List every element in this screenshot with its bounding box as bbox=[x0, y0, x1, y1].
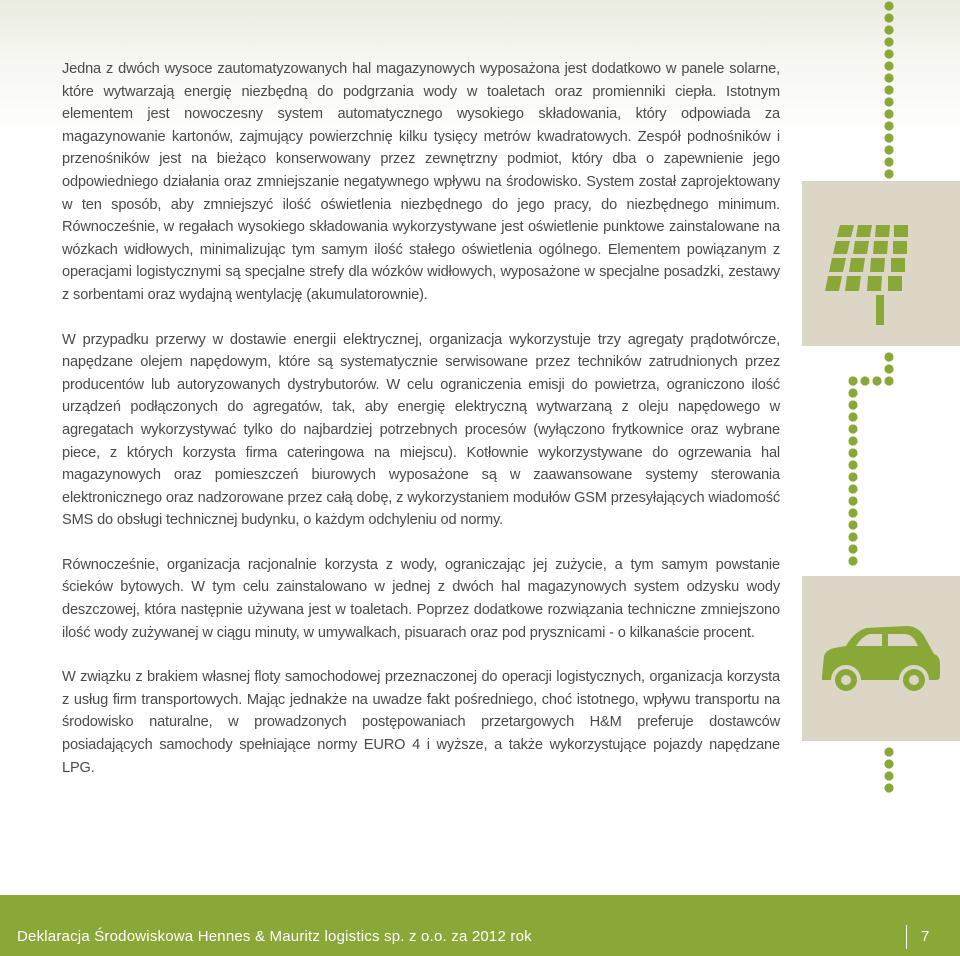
decorative-dot bbox=[848, 544, 857, 553]
footer-bar bbox=[0, 895, 960, 956]
decorative-dot bbox=[884, 85, 893, 94]
decorative-dot bbox=[884, 109, 893, 118]
decorative-dot bbox=[848, 376, 857, 385]
decorative-dot bbox=[884, 376, 893, 385]
decorative-dot bbox=[860, 376, 869, 385]
solar-panel-icon bbox=[802, 181, 960, 346]
decorative-dot bbox=[884, 157, 893, 166]
decorative-dot bbox=[848, 448, 857, 457]
decorative-dot bbox=[884, 37, 893, 46]
decorative-dot bbox=[848, 424, 857, 433]
decorative-dot bbox=[884, 783, 893, 792]
decorative-dot bbox=[848, 460, 857, 469]
paragraph-energy-heating: W przypadku przerwy w dostawie energii elektrycznej, organizacja wykorzystuje trzy agregaty prądotwórcze, napędzane olejem napędowym, które są systematycznie serwisowane przez techników zatrudnionych przez producentów lub autoryzowanych dystrybutorów. W celu ograniczenia emisji do powietrza, ograniczono ilość urządzeń podłączonych do agregatów, tak, aby energię elektryczną wytwarzaną z oleju napędowego w agregatach wykorzystywać tylko do najbardziej potrzebnych procesów (wyłączono frytkownice oraz wybrane piece, z których korzysta firma cateringowa na miejscu). Kotłownie wykorzystywane do ogrzewania hal magazynowych oraz pomieszczeń biurowych wyposażone są w zaawansowane systemy sterowania elektronicznego oraz nadzorowane przez całą dobę, z wykorzystaniem modułów GSM przesyłających wiadomość SMS do obsługi technicznej budynku, o każdym odchyleniu od normy. bbox=[62, 331, 780, 529]
decorative-dot bbox=[884, 364, 893, 373]
decorative-dot bbox=[848, 496, 857, 505]
decorative-dot bbox=[884, 49, 893, 58]
decorative-dot bbox=[848, 412, 857, 421]
main-text bbox=[62, 58, 780, 801]
decorative-dot bbox=[884, 133, 893, 142]
decorative-dot bbox=[848, 556, 857, 565]
decorative-dot bbox=[884, 1, 893, 10]
decorative-dot bbox=[884, 759, 893, 768]
decorative-dot bbox=[884, 121, 893, 130]
paragraph-solar-storage: Jedna z dwóch wysoce zautomatyzowanych hal magazynowych wyposażona jest dodatkowo w panele solarne, które wytwarzają energię niezbędną do podgrzania wody w toaletach oraz promienniki ciepła. Istotnym elementem jest nowoczesny system automatycznego wysokiego składowania, który odpowiada za magazynowanie kartonów, zajmujący powierzchnię kilku tysięcy metrów kwadratowych. Zespół podnośników i przenośników jest na bieżąco konserwowany przez zewnętrzny podmiot, który dba o zapewnienie jego odpowiedniego działania oraz zmniejszanie negatywnego wpływu na środowisko. System został zaprojektowany w ten sposób, aby zmniejszyć ilość oświetlenia niezbędnego do jego pracy, do niezbędnego minimum. Równocześnie, w regałach wysokiego składowania wykorzystywane jest oświetlenie punktowe zainstalowane na wózkach widłowych, minimalizując tym samym ilość stałego oświetlenia ogólnego. Elementem powiązanym z operacjami logistycznymi są specjalne strefy dla wózków widłowych, wyposażone w specjalne posadzki, zestawy z sorbentami oraz wydajną wentylację (akumulatorownie). bbox=[62, 61, 780, 303]
car-tile bbox=[802, 576, 960, 741]
decorative-dot bbox=[848, 400, 857, 409]
page-number: 7 bbox=[921, 928, 930, 945]
decorative-dot bbox=[884, 747, 893, 756]
decorative-dot bbox=[848, 388, 857, 397]
decorative-dot bbox=[884, 13, 893, 22]
decorative-dot bbox=[884, 145, 893, 154]
footer-divider bbox=[906, 925, 907, 949]
decorative-dot bbox=[848, 532, 857, 541]
solar-panel-tile bbox=[802, 181, 960, 346]
car-icon bbox=[802, 576, 960, 741]
decorative-dot bbox=[848, 520, 857, 529]
decorative-dot bbox=[884, 61, 893, 70]
paragraph-transport: W związku z brakiem własnej floty samochodowej przeznaczonej do operacji logistycznych, organizacja korzysta z usług firm transportowych. Mając jednakże na uwadze fakt pośredniego, choć istotnego, wpływu transportu na środowisko naturalne, w prowadzonych postępowaniach przetargowych H&M preferuje dostawców posiadających samochody spełniające normy EURO 4 i wyższe, a także wykorzystujące pojazdy napędzane LPG. bbox=[62, 669, 780, 776]
decorative-dot bbox=[884, 771, 893, 780]
decorative-dot bbox=[884, 97, 893, 106]
decorative-dot bbox=[848, 508, 857, 517]
decorative-dot bbox=[884, 352, 893, 361]
decorative-dot bbox=[848, 472, 857, 481]
decorative-dot bbox=[884, 169, 893, 178]
decorative-dot bbox=[884, 73, 893, 82]
decorative-dot bbox=[884, 25, 893, 34]
decorative-dot bbox=[848, 484, 857, 493]
footer-title: Deklaracja Środowiskowa Hennes & Mauritz logistics sp. z o.o. za 2012 rok bbox=[17, 928, 532, 945]
paragraph-water: Równocześnie, organizacja racjonalnie korzysta z wody, ograniczając jej zużycie, a tym samym powstanie ścieków bytowych. W tym celu zainstalowano w jednej z dwóch hal magazynowych system odzysku wody deszczowej, która następnie używana jest w toaletach. Poprzez dodatkowe rozwiązania techniczne zmniejszono ilość wody zużywanej w ciągu minuty, w umywalkach, pisuarach oraz pod prysznicami - o kilkanaście procent. bbox=[62, 556, 780, 641]
decorative-dot bbox=[872, 376, 881, 385]
decorative-dot bbox=[848, 436, 857, 445]
